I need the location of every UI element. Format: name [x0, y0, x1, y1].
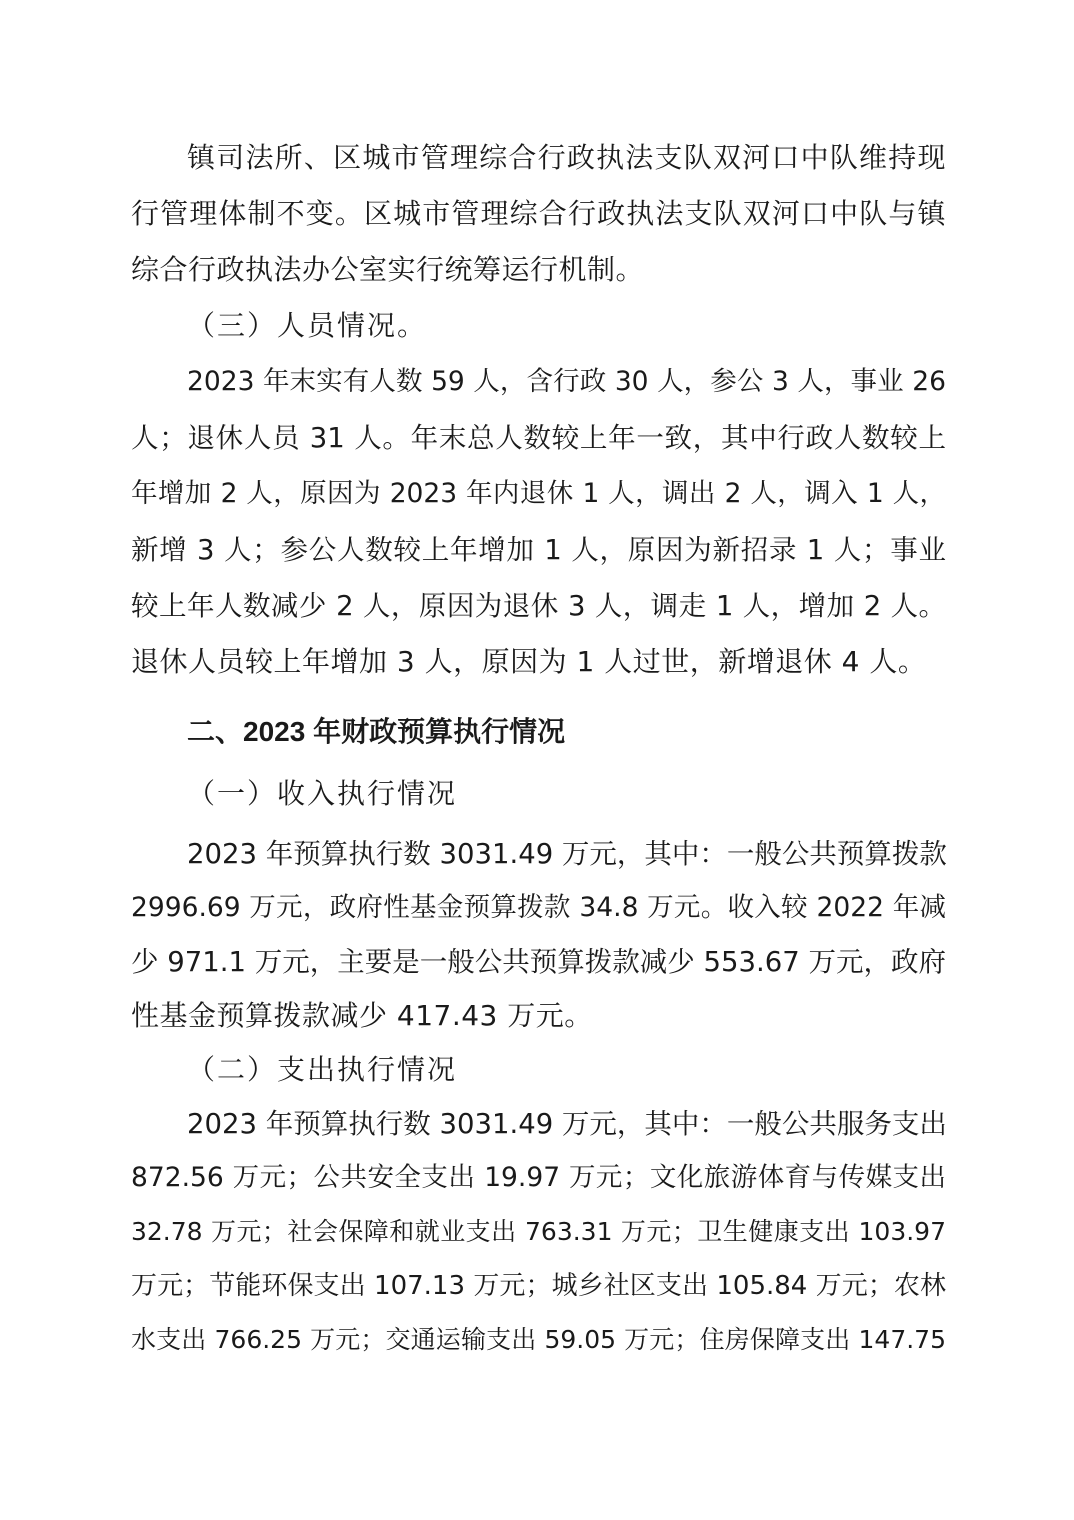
- section-heading: （三）人员情况。: [187, 309, 428, 342]
- section-heading: （二）支出执行情况: [187, 1053, 458, 1086]
- paragraph-line: 32.78 万元；社会保障和就业支出 763.31 万元；卫生健康支出 103.97: [131, 1217, 946, 1246]
- paragraph-line: 性基金预算拨款减少 417.43 万元。: [131, 999, 593, 1032]
- paragraph-line: 新增 3 人；参公人数较上年增加 1 人，原因为新招录 1 人；事业: [131, 534, 946, 566]
- paragraph-line: 少 971.1 万元，主要是一般公共预算拨款减少 553.67 万元，政府: [131, 946, 946, 978]
- paragraph-line: 综合行政执法办公室实行统筹运行机制。: [131, 253, 645, 286]
- paragraph-line: 水支出 766.25 万元；交通运输支出 59.05 万元；住房保障支出 147.75: [131, 1325, 946, 1354]
- paragraph-line: 较上年人数减少 2 人，原因为退休 3 人，调走 1 人，增加 2 人。: [131, 590, 946, 622]
- paragraph-line: 镇司法所、区城市管理综合行政执法支队双河口中队维持现: [187, 141, 946, 174]
- chapter-heading: 二、2023 年财政预算执行情况: [187, 716, 566, 747]
- paragraph-line: 人；退休人员 31 人。年末总人数较上年一致，其中行政人数较上: [131, 422, 946, 454]
- paragraph-line: 2023 年预算执行数 3031.49 万元，其中：一般公共预算拨款: [187, 838, 947, 870]
- paragraph-line: 872.56 万元；公共安全支出 19.97 万元；文化旅游体育与传媒支出: [131, 1162, 946, 1193]
- paragraph-line: 2023 年末实有人数 59 人，含行政 30 人，参公 3 人，事业 26: [187, 366, 946, 397]
- paragraph-line: 退休人员较上年增加 3 人，原因为 1 人过世，新增退休 4 人。: [131, 645, 927, 678]
- paragraph-line: 行管理体制不变。区城市管理综合行政执法支队双河口中队与镇: [131, 197, 946, 230]
- paragraph-line: 年增加 2 人，原因为 2023 年内退休 1 人，调出 2 人，调入 1 人，: [131, 478, 946, 509]
- paragraph-line: 万元；节能环保支出 107.13 万元；城乡社区支出 105.84 万元；农林: [131, 1271, 946, 1301]
- section-heading: （一）收入执行情况: [187, 777, 458, 810]
- paragraph-line: 2023 年预算执行数 3031.49 万元，其中：一般公共服务支出: [187, 1108, 947, 1140]
- paragraph-line: 2996.69 万元，政府性基金预算拨款 34.8 万元。收入较 2022 年减: [131, 892, 946, 923]
